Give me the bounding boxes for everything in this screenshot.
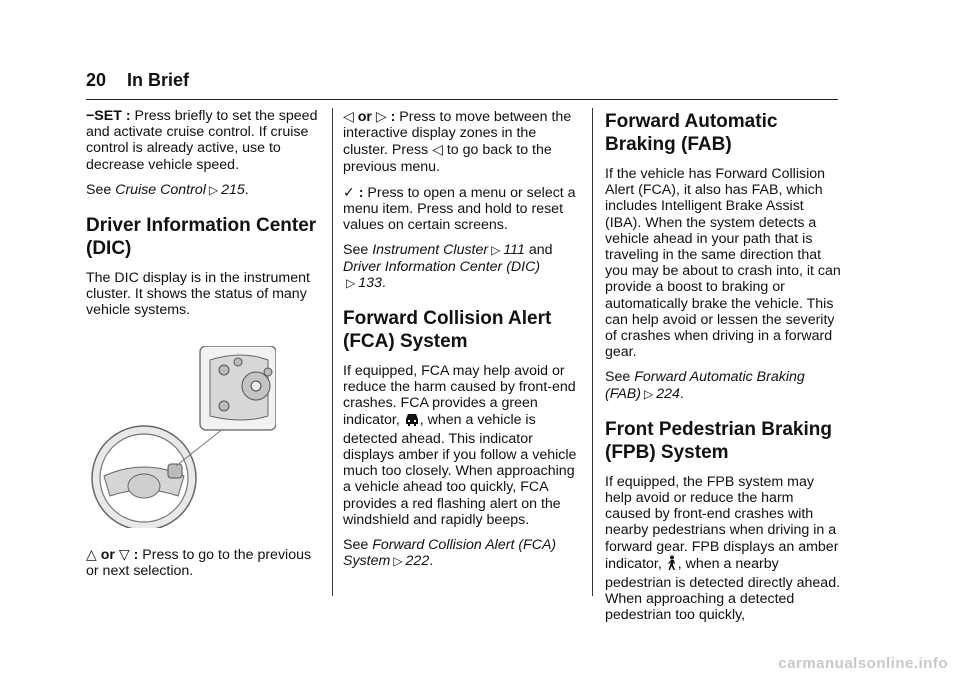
colon: : — [358, 184, 364, 201]
reference-arrow-icon: ▷ — [393, 554, 403, 569]
and-label: and — [528, 242, 553, 259]
dic-heading: Driver Information Center (DIC) — [86, 215, 317, 260]
see-prefix: See — [605, 369, 631, 386]
see-cluster-paragraph: See Instrument Cluster ▷ 111 and Driver Information Center (DIC) ▷ 133. — [343, 242, 553, 291]
colon: : — [390, 109, 396, 125]
fca-paragraph — [343, 363, 579, 528]
check-paragraph — [343, 184, 579, 234]
reference-arrow-icon: ▷ — [208, 182, 219, 197]
see-fab-paragraph: See Forward Automatic Braking (FAB) ▷ 224. — [605, 369, 805, 402]
updown-text: Press to go to the previous or next selection. — [86, 546, 312, 580]
colon: : — [133, 546, 139, 563]
dic-link[interactable]: Driver Information Center (DIC) — [343, 258, 541, 275]
leftright-text-2: to go back to the previous menu. — [343, 142, 552, 175]
instrument-cluster-link[interactable]: Instrument Cluster — [372, 242, 489, 259]
fab-link[interactable]: Forward Automatic Braking (FAB) — [605, 369, 805, 402]
section-title: In Brief — [127, 70, 190, 90]
left-arrow-icon: ◁ — [432, 141, 443, 158]
page-ref: 133 — [358, 274, 382, 291]
see-cruise-paragraph: See Cruise Control ▷ 215. — [86, 181, 249, 198]
page-number: 20 — [86, 70, 107, 90]
check-text: Press to open a menu or select a menu item. Press and hold to reset values on certain screens. — [343, 184, 576, 234]
fca-text-1: If equipped, FCA may help avoid or reduce the harm caused by front-end crashes. FCA provides a green indicator, — [343, 363, 576, 428]
fca-link[interactable]: Forward Collision Alert (FCA) System — [343, 537, 557, 570]
reference-arrow-icon: ▷ — [346, 275, 356, 290]
reference-arrow-icon: ▷ — [644, 386, 654, 401]
cruise-control-link[interactable]: Cruise Control — [115, 181, 206, 198]
page-ref: 215 — [221, 181, 245, 198]
column-3 — [605, 108, 841, 633]
see-prefix: See — [343, 537, 369, 554]
fpb-text-1: If equipped, the FPB system may help avoid or reduce the harm caused by front-end crashes with nearby pedestrians when driving in a forward gear. FPB displays an amber indicator, — [605, 473, 839, 572]
set-label: −SET : — [86, 108, 131, 124]
or-label: or — [100, 546, 115, 563]
fca-text-2: , when a vehicle is detected ahead. This indicator displays amber if you follow a vehicle much too closely. When approaching a vehicle ahead too quickly, FCA provides a red flashing alert on the windshield and rapidly beeps. — [343, 411, 577, 528]
up-arrow-icon: △ — [86, 545, 97, 562]
pedestrian-indicator-icon — [666, 555, 678, 575]
updown-paragraph — [86, 546, 318, 579]
watermark: carmanualsonline.info — [778, 655, 948, 672]
set-paragraph — [86, 108, 318, 173]
checkmark-icon: ✓ — [343, 183, 355, 200]
or-label: or — [357, 109, 372, 125]
set-text: Press briefly to set the speed and activate cruise control. If cruise control is already active, use to decrease vehicle speed. — [86, 108, 318, 173]
reference-arrow-icon: ▷ — [491, 243, 501, 258]
page-header — [86, 70, 189, 91]
dic-text: The DIC display is in the instrument cluster. It shows the status of many vehicle systems. — [86, 270, 310, 319]
column-2 — [343, 108, 579, 578]
leftright-text-1: Press to move between the interactive display zones in the cluster. Press — [343, 109, 572, 159]
header-rule — [86, 99, 838, 100]
fab-text: If the vehicle has Forward Collision Alert (FCA), it also has FAB, which includes Intelligent Brake Assist (IBA). When the system detects a vehicle ahead in your path that is traveling in the same direction that you may be about to crash into, it can provide a boost to braking or automatically brake the vehicle. This can help avoid or lessen the severity of crashes when driving in a forward gear. — [605, 166, 841, 361]
see-prefix: See — [343, 242, 369, 259]
column-divider — [332, 108, 333, 596]
page-ref: 222 — [405, 553, 430, 570]
down-arrow-icon: ▽ — [118, 545, 130, 562]
see-prefix: See — [86, 181, 112, 198]
left-arrow-icon: ◁ — [343, 108, 354, 124]
fab-heading: Forward Automatic Braking (FAB) — [605, 111, 778, 155]
see-fca-paragraph: See Forward Collision Alert (FCA) System ▷ 222. — [343, 537, 557, 570]
fpb-heading: Front Pedestrian Braking (FPB) System — [605, 418, 832, 463]
column-divider — [592, 108, 593, 596]
page-ref: 224 — [656, 385, 680, 402]
column-1 — [86, 108, 318, 588]
fpb-paragraph — [605, 474, 841, 624]
fca-heading: Forward Collision Alert (FCA) System — [343, 308, 552, 353]
fpb-text-2: , when a nearby pedestrian is detected directly ahead. When approaching a detected pedestrian too quickly, — [605, 555, 841, 624]
page-ref: 111 — [503, 242, 525, 259]
leftright-paragraph — [343, 108, 579, 175]
steering-wheel-illustration — [86, 346, 276, 528]
right-arrow-icon: ▷ — [375, 108, 387, 124]
vehicle-ahead-indicator-icon — [404, 413, 420, 431]
